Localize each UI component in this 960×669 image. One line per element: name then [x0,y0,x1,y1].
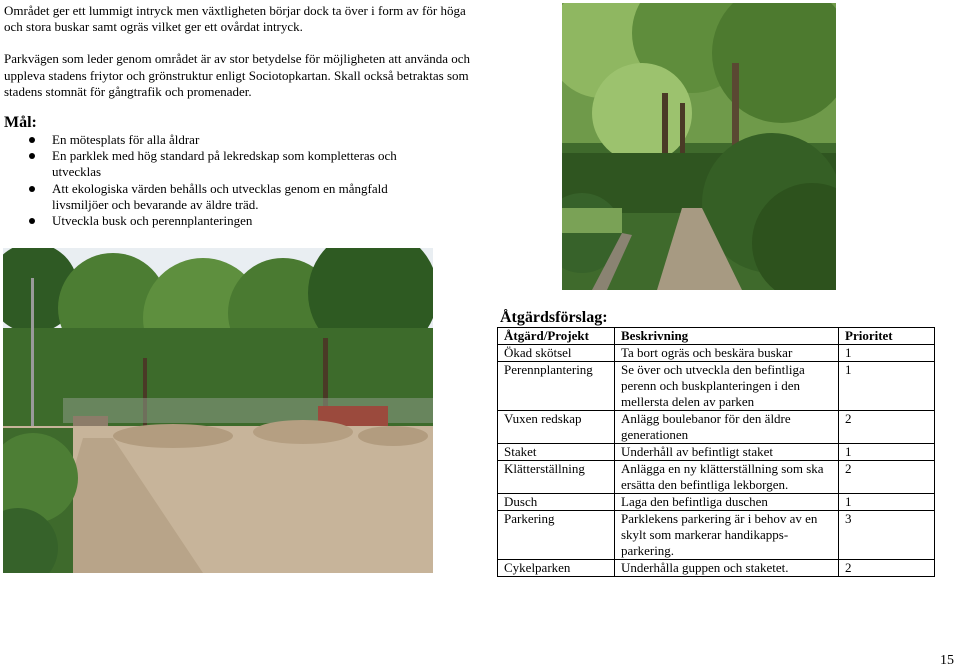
bike-park-photo [3,248,433,573]
goal-item: En parklek med hög standard på lekredskap som kompletteras och utvecklas [4,148,434,180]
column-header-description: Beskrivning [615,328,839,345]
garden-path-illustration [562,3,836,290]
table-row [498,494,935,511]
goals-heading: Mål: [4,114,37,131]
cell-priority: 1 [839,444,935,461]
goals-list [4,132,434,229]
table-row [498,560,935,577]
cell-description: Anlägga en ny klätterställning som ska ersätta den befintliga lekborgen. [615,461,839,494]
table-row [498,362,935,411]
cell-action: Staket [498,444,615,461]
actions-heading: Åtgärdsförslag: [500,309,608,326]
column-header-priority: Prioritet [839,328,935,345]
cell-priority: 3 [839,511,935,560]
cell-action: Klätterställning [498,461,615,494]
column-header-action: Åtgärd/Projekt [498,328,615,345]
cell-action: Perennplantering [498,362,615,411]
cell-priority: 1 [839,362,935,411]
cell-priority: 2 [839,461,935,494]
cell-action: Dusch [498,494,615,511]
cell-action: Parkering [498,511,615,560]
cell-description: Parklekens parkering är i behov av en skylt som markerar handikapps-parkering. [615,511,839,560]
actions-table [497,327,935,577]
cell-action: Ökad skötsel [498,345,615,362]
table-row [498,411,935,444]
cell-description: Laga den befintliga duschen [615,494,839,511]
cell-description: Underhåll av befintligt staket [615,444,839,461]
page-number: 15 [940,653,954,668]
cell-description: Ta bort ogräs och beskära buskar [615,345,839,362]
intro-paragraph-1: Området ger ett lummigt intryck men växtligheten börjar dock ta över i form av för höga och stora buskar samt ogräs vilket ger ett ovårdat intryck. [4,3,466,35]
intro-paragraph-2: Parkvägen som leder genom området är av stor betydelse för möjligheten att använda och uppleva stadens friytor och grönstruktur enligt Sociotopkartan. Skall också betraktas som stadens stomnät för gångtrafik och promenader. [4,51,471,99]
cell-priority: 2 [839,560,935,577]
bike-park-illustration [3,248,433,573]
garden-path-photo [562,3,836,290]
goal-item: Att ekologiska värden behålls och utvecklas genom en mångfald livsmiljöer och bevarande av äldre träd. [4,181,434,213]
table-row [498,345,935,362]
cell-priority: 1 [839,494,935,511]
cell-action: Cykelparken [498,560,615,577]
table-row [498,461,935,494]
cell-priority: 2 [839,411,935,444]
intro-text [4,3,474,116]
table-row [498,511,935,560]
table-header-row [498,328,935,345]
cell-action: Vuxen redskap [498,411,615,444]
goal-item: En mötesplats för alla åldrar [4,132,434,148]
cell-priority: 1 [839,345,935,362]
table-row [498,444,935,461]
goal-item: Utveckla busk och perennplanteringen [4,213,434,229]
cell-description: Underhålla guppen och staketet. [615,560,839,577]
cell-description: Anlägg boulebanor för den äldre generationen [615,411,839,444]
cell-description: Se över och utveckla den befintliga perenn och buskplanteringen i den mellersta delen av parken [615,362,839,411]
